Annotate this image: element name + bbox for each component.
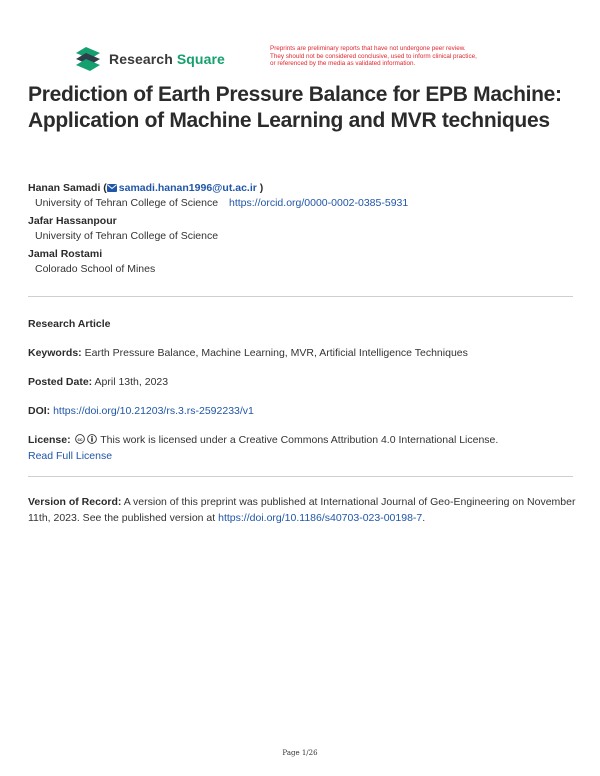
- cc-icon: [75, 434, 85, 444]
- author-name: Hanan Samadi: [28, 182, 101, 194]
- posted-date-row: [28, 374, 576, 390]
- brand-name-part1: Research: [109, 51, 173, 67]
- notice-line: or referenced by the media as validated information.: [270, 60, 416, 68]
- preprint-notice: [270, 45, 560, 68]
- divider: [28, 476, 573, 477]
- page-indicator: Page 1/26: [282, 749, 318, 757]
- author-list: [28, 181, 578, 280]
- doi-link[interactable]: https://doi.org/10.21203/rs.3.rs-2592233/v1: [53, 405, 254, 417]
- svg-text:cc: cc: [76, 436, 83, 442]
- doi-row: [28, 403, 576, 419]
- page-title: Prediction of Earth Pressure Balance for EPB Machine: Application of Machine Learning and MVR techniques: [28, 83, 562, 132]
- author-name: Jamal Rostami: [28, 248, 103, 260]
- author-affiliation: University of Tehran College of Science: [35, 230, 219, 242]
- posted-date-label: Posted Date:: [28, 376, 93, 388]
- author-affiliation: Colorado School of Mines: [35, 263, 156, 275]
- divider: [28, 296, 573, 297]
- version-of-record: [28, 494, 576, 526]
- research-square-logo[interactable]: [74, 47, 225, 71]
- keywords-value: Earth Pressure Balance, Machine Learning, MVR, Artificial Intelligence Techniques: [84, 347, 468, 359]
- read-full-license-link[interactable]: Read Full License: [28, 450, 113, 462]
- brand-name-part2: Square: [176, 51, 225, 67]
- orcid-link[interactable]: https://orcid.org/0000-0002-0385-5931: [229, 197, 409, 209]
- research-square-logo-icon: [74, 47, 102, 71]
- published-version-link[interactable]: https://doi.org/10.1186/s40703-023-00198-7: [218, 512, 423, 524]
- keywords-row: [28, 345, 576, 361]
- author-name: Jafar Hassanpour: [28, 215, 117, 227]
- version-of-record-label: Version of Record:: [28, 496, 122, 508]
- keywords-label: Keywords:: [28, 347, 82, 359]
- attribution-icon: [87, 434, 97, 444]
- license-text: This work is licensed under a Creative Commons Attribution 4.0 International License.: [100, 434, 499, 446]
- notice-line: Preprints are preliminary reports that have not undergone peer review.: [270, 45, 466, 52]
- article-type: Research Article: [28, 318, 111, 330]
- author-affiliation: University of Tehran College of Science: [35, 197, 219, 209]
- author-email-link[interactable]: samadi.hanan1996@ut.ac.ir: [118, 182, 257, 194]
- brand-name: [109, 51, 225, 67]
- license-row: [28, 432, 576, 464]
- version-of-record-text: A version of this preprint was published at International Journal of Geo-Engineering on November 11th, 2023. See the published version at: [28, 496, 576, 524]
- author-entry: Hanan Samadi ( samadi.hanan1996@ut.ac.ir ): [28, 182, 264, 194]
- posted-date-value: April 13th, 2023: [94, 376, 169, 388]
- mail-icon: [107, 184, 117, 192]
- author-affiliation-row: [28, 196, 578, 214]
- license-label: License:: [28, 434, 71, 446]
- notice-line: They should not be considered conclusive, used to inform clinical practice,: [270, 52, 477, 60]
- doi-label: DOI:: [28, 405, 51, 417]
- version-of-record-end: .: [422, 512, 426, 524]
